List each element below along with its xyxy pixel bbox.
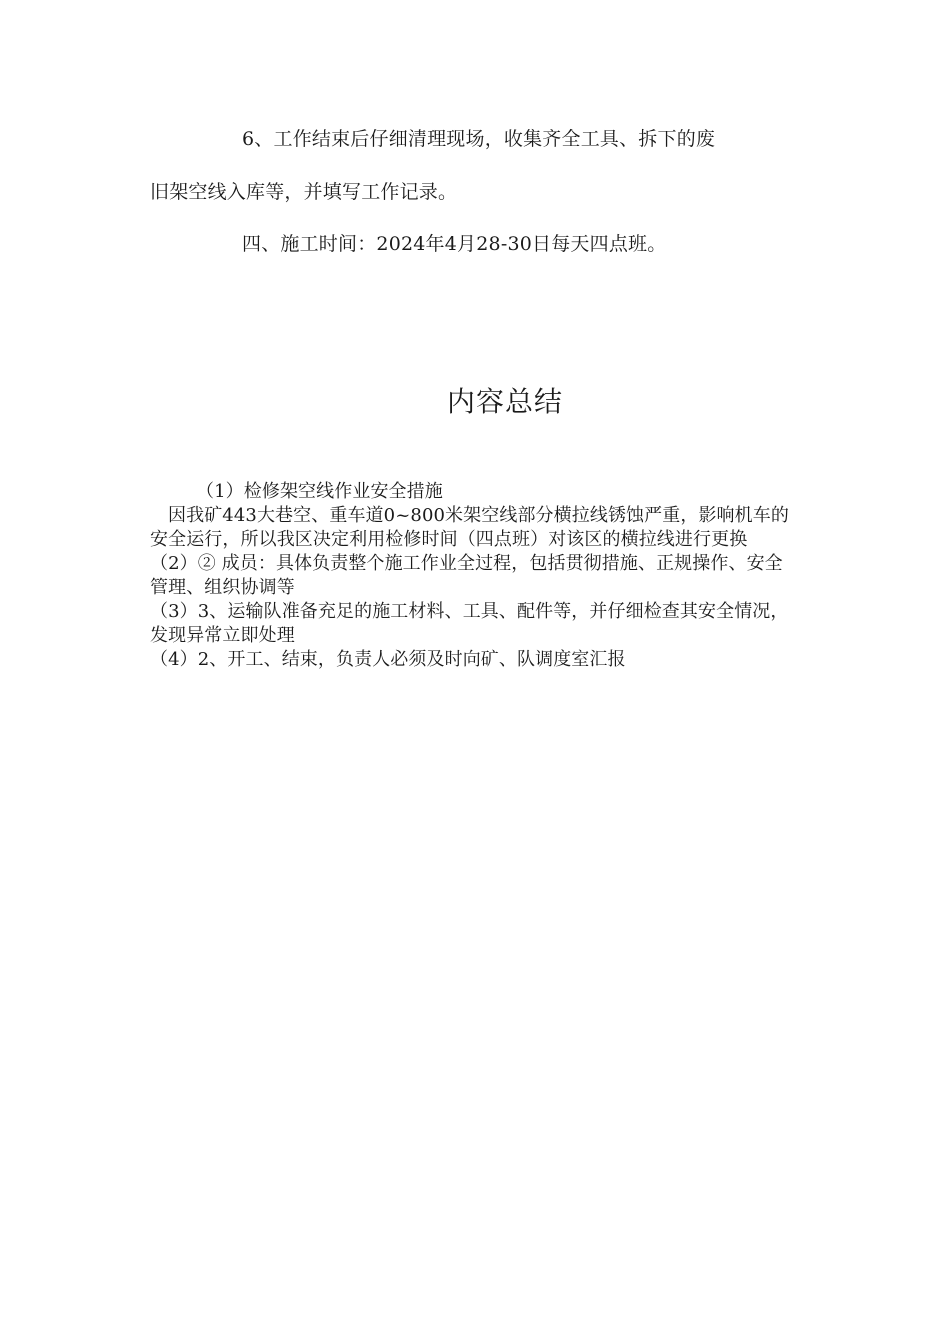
summary-item-4: （4）2、开工、结束，负责人必须及时向矿、队调度室汇报 <box>150 649 626 670</box>
summary-item-1-detail: 因我矿443大巷空、重车道0~800米架空线部分横拉线锈蚀严重，影响机车的安全运行，所以我区决定利用检修时间（四点班）对该区的横拉线进行更换 <box>150 505 789 550</box>
construction-time-paragraph: 四、施工时间：2024年4月28-30日每天四点班。 <box>242 233 667 255</box>
summary-item-3: （3）3、运输队准备充足的施工材料、工具、配件等，并仔细检查其安全情况，发现异常立即处理 <box>150 601 789 646</box>
summary-item-1: （1）检修架空线作业安全措施 <box>196 481 443 502</box>
summary-list <box>150 480 800 672</box>
step-6-paragraph-line-2: 旧架空线入库等，并填写工作记录。 <box>150 181 458 203</box>
summary-item-2: （2）② 成员：具体负责整个施工作业全过程，包括贯彻措施、正规操作、安全管理、组织协调等 <box>150 553 783 598</box>
step-6-paragraph-line-1: 6、工作结束后仔细清理现场，收集齐全工具、拆下的废 <box>242 128 716 150</box>
summary-title: 内容总结 <box>446 385 563 418</box>
